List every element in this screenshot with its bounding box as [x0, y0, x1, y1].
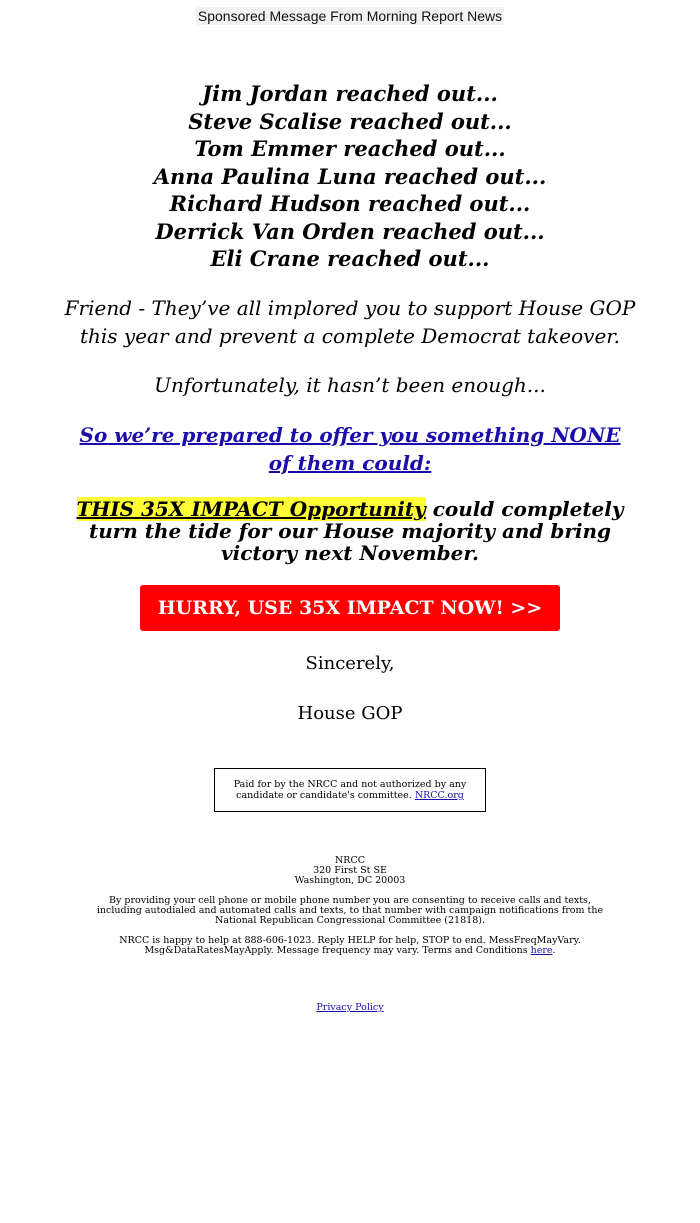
address-block — [0, 856, 700, 886]
terms-link[interactable]: here — [530, 945, 553, 956]
consent-text: By providing your cell phone or mobile phone number you are consenting to receive calls and texts, including autodialed and automated calls and texts, to that number with campaign notifications from the National Republican Congressional Committee (21818). — [96, 895, 604, 926]
signature: House GOP — [297, 703, 403, 724]
cta-button[interactable]: HURRY, USE 35X IMPACT NOW! >> — [140, 585, 560, 631]
privacy-block — [0, 1003, 700, 1013]
friend-paragraph: Friend - They’ve all implored you to support House GOP this year and prevent a complete Democrat takeover. — [64, 296, 636, 348]
reached-out-line: Eli Crane reached out... — [210, 246, 490, 271]
address-city: Washington, DC 20003 — [294, 875, 406, 886]
disclaimer-text: Paid for by the NRCC and not authorized by any candidate or candidate's committee. — [233, 779, 467, 801]
sponsor-text: Sponsored Message From Morning Report News — [197, 8, 503, 24]
paid-for-disclaimer — [214, 768, 486, 812]
closing: Sincerely, — [305, 653, 395, 674]
offer-link[interactable]: So we’re prepared to offer you something NONE of them could: — [79, 423, 621, 475]
address-org: NRCC — [334, 855, 365, 866]
reached-out-line: Derrick Van Orden reached out... — [155, 218, 545, 244]
reached-out-list — [0, 80, 700, 273]
reached-out-line: Jim Jordan reached out... — [202, 81, 498, 106]
nrcc-link[interactable]: NRCC.org — [414, 790, 464, 801]
offer-paragraph — [70, 421, 630, 477]
impact-text: could completely turn the tide for our House majority and bring victory next November. — [88, 497, 624, 565]
help-text-block: NRCC is happy to help at 888-606-1023. Reply HELP for help, STOP to end. MessFreqMayVary. Msg&DataRatesMayApply. Message frequency may vary. Terms and Conditions here. — [119, 935, 581, 956]
reached-out-line: Richard Hudson reached out... — [169, 191, 531, 216]
address-street: 320 First St SE — [313, 865, 387, 876]
impact-paragraph — [55, 498, 645, 564]
reached-out-line: Steve Scalise reached out... — [188, 108, 512, 134]
privacy-policy-link[interactable]: Privacy Policy — [316, 1002, 384, 1013]
reached-out-line: Anna Paulina Luna reached out... — [153, 163, 547, 189]
sponsor-banner — [0, 6, 700, 25]
reached-out-line: Tom Emmer reached out... — [194, 136, 506, 161]
help-text: NRCC is happy to help at 888-606-1023. Reply HELP for help, STOP to end. MessFreqMayVary. Msg&DataRatesMayApply. Message frequency may vary. Terms and Conditions — [119, 935, 581, 956]
impact-highlight: THIS 35X IMPACT Opportunity — [76, 497, 426, 521]
unfortunately-paragraph: Unfortunately, it hasn’t been enough... — [154, 373, 546, 397]
